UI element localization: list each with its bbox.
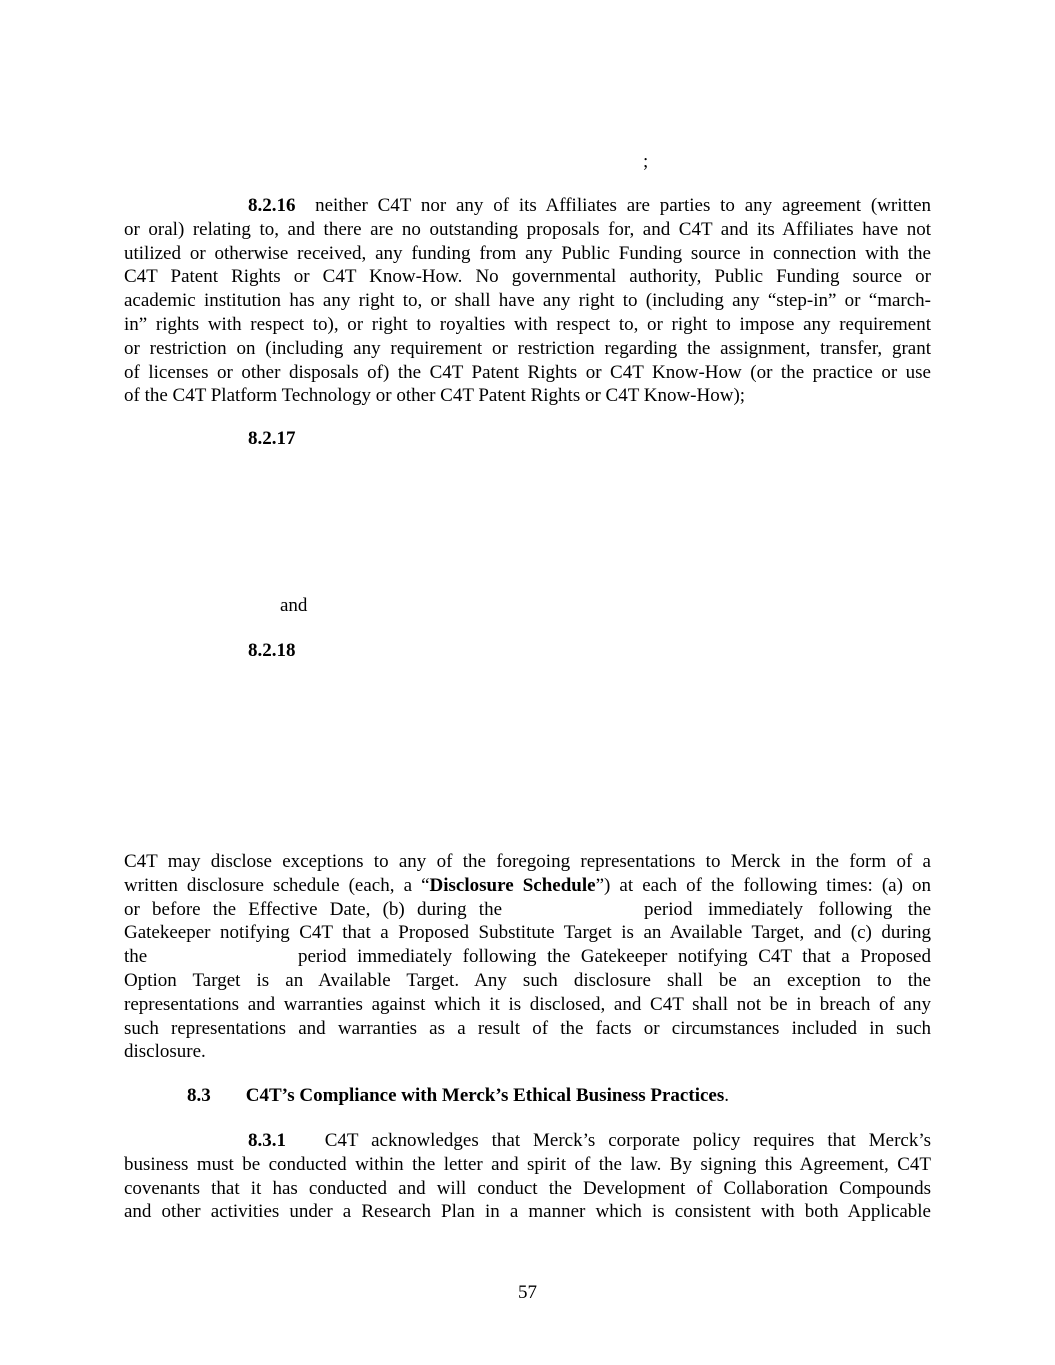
paragraph-line: of licenses or other disposals of) the C4T Patent Rights or C4T Know-How (or the practice or use bbox=[124, 361, 931, 383]
section-title: C4T’s Compliance with Merck’s Ethical Business Practices bbox=[245, 1085, 725, 1106]
paragraph-line: C4T may disclose exceptions to any of the foregoing representations to Merck in the form of a bbox=[124, 851, 931, 872]
paragraph-line: the period immediately following the Gatekeeper notifying C4T that a Proposed bbox=[124, 946, 931, 968]
paragraph-line: in” rights with respect to), or right to royalties with respect to, or right to impose any requirement bbox=[124, 313, 931, 335]
disclosure-paragraph bbox=[124, 850, 931, 1064]
paragraph-line: representations and warranties against which it is disclosed, and C4T shall not be in breach of any bbox=[124, 993, 931, 1015]
paragraph-line: such representations and warranties as a result of the facts or circumstances included in such bbox=[124, 1017, 931, 1039]
paragraph-line: or restriction on (including any requirement or restriction regarding the assignment, transfer, grant bbox=[124, 337, 931, 359]
section-number: 8.3.1 bbox=[248, 1130, 286, 1151]
paragraph-line: disclosure. bbox=[124, 1041, 206, 1063]
page-number: 57 bbox=[518, 1282, 537, 1303]
paragraph-line: Gatekeeper notifying C4T that a Proposed Substitute Target is an Available Target, and (c) during bbox=[124, 922, 931, 944]
paragraph-line: Option Target is an Available Target. Any such disclosure shall be an exception to the bbox=[124, 969, 931, 991]
paragraph-line: covenants that it has conducted and will conduct the Development of Collaboration Compounds bbox=[124, 1177, 931, 1199]
section-8-3-heading: 8.3 C4T’s Compliance with Merck’s Ethical Business Practices. bbox=[187, 1085, 729, 1106]
paragraph-line: or oral) relating to, and there are no outstanding proposals for, and C4T and its Affiliates have not bbox=[124, 218, 931, 240]
section-number: 8.3 bbox=[187, 1085, 211, 1106]
and-connector: and bbox=[280, 595, 308, 616]
section-8-2-17-number: 8.2.17 bbox=[248, 428, 296, 449]
redaction-fragment: ; bbox=[643, 151, 649, 172]
section-number: 8.2.16 bbox=[248, 195, 296, 216]
paragraph-line: neither C4T nor any of its Affiliates are parties to any agreement (written bbox=[315, 195, 932, 216]
paragraph-line: of the C4T Platform Technology or other C4T Patent Rights or C4T Know-How); bbox=[124, 385, 746, 407]
paragraph-line: business must be conducted within the letter and spirit of the law. By signing this Agreement, C4T bbox=[124, 1153, 931, 1175]
paragraph-line: C4T acknowledges that Merck’s corporate policy requires that Merck’s bbox=[324, 1130, 931, 1151]
section-8-2-16 bbox=[124, 194, 931, 408]
paragraph-line: academic institution has any right to, or shall have any right to (including any “step-in” or “march- bbox=[124, 290, 931, 312]
paragraph-line: and other activities under a Research Plan in a manner which is consistent with both Applicable bbox=[124, 1201, 931, 1223]
defined-term: Disclosure Schedule bbox=[429, 874, 596, 896]
paragraph-line: utilized or otherwise received, any funding from any Public Funding source in connection with the bbox=[124, 242, 931, 264]
section-8-2-18-number: 8.2.18 bbox=[248, 640, 296, 661]
paragraph-line: written disclosure schedule (each, a “Disclosure Schedule”) at each of the following times: (a) on bbox=[124, 874, 932, 896]
paragraph-line: or before the Effective Date, (b) during the period immediately following the bbox=[124, 898, 931, 920]
paragraph-line: C4T Patent Rights or C4T Know-How. No governmental authority, Public Funding source or bbox=[124, 266, 931, 288]
section-8-3-1 bbox=[124, 1129, 931, 1224]
